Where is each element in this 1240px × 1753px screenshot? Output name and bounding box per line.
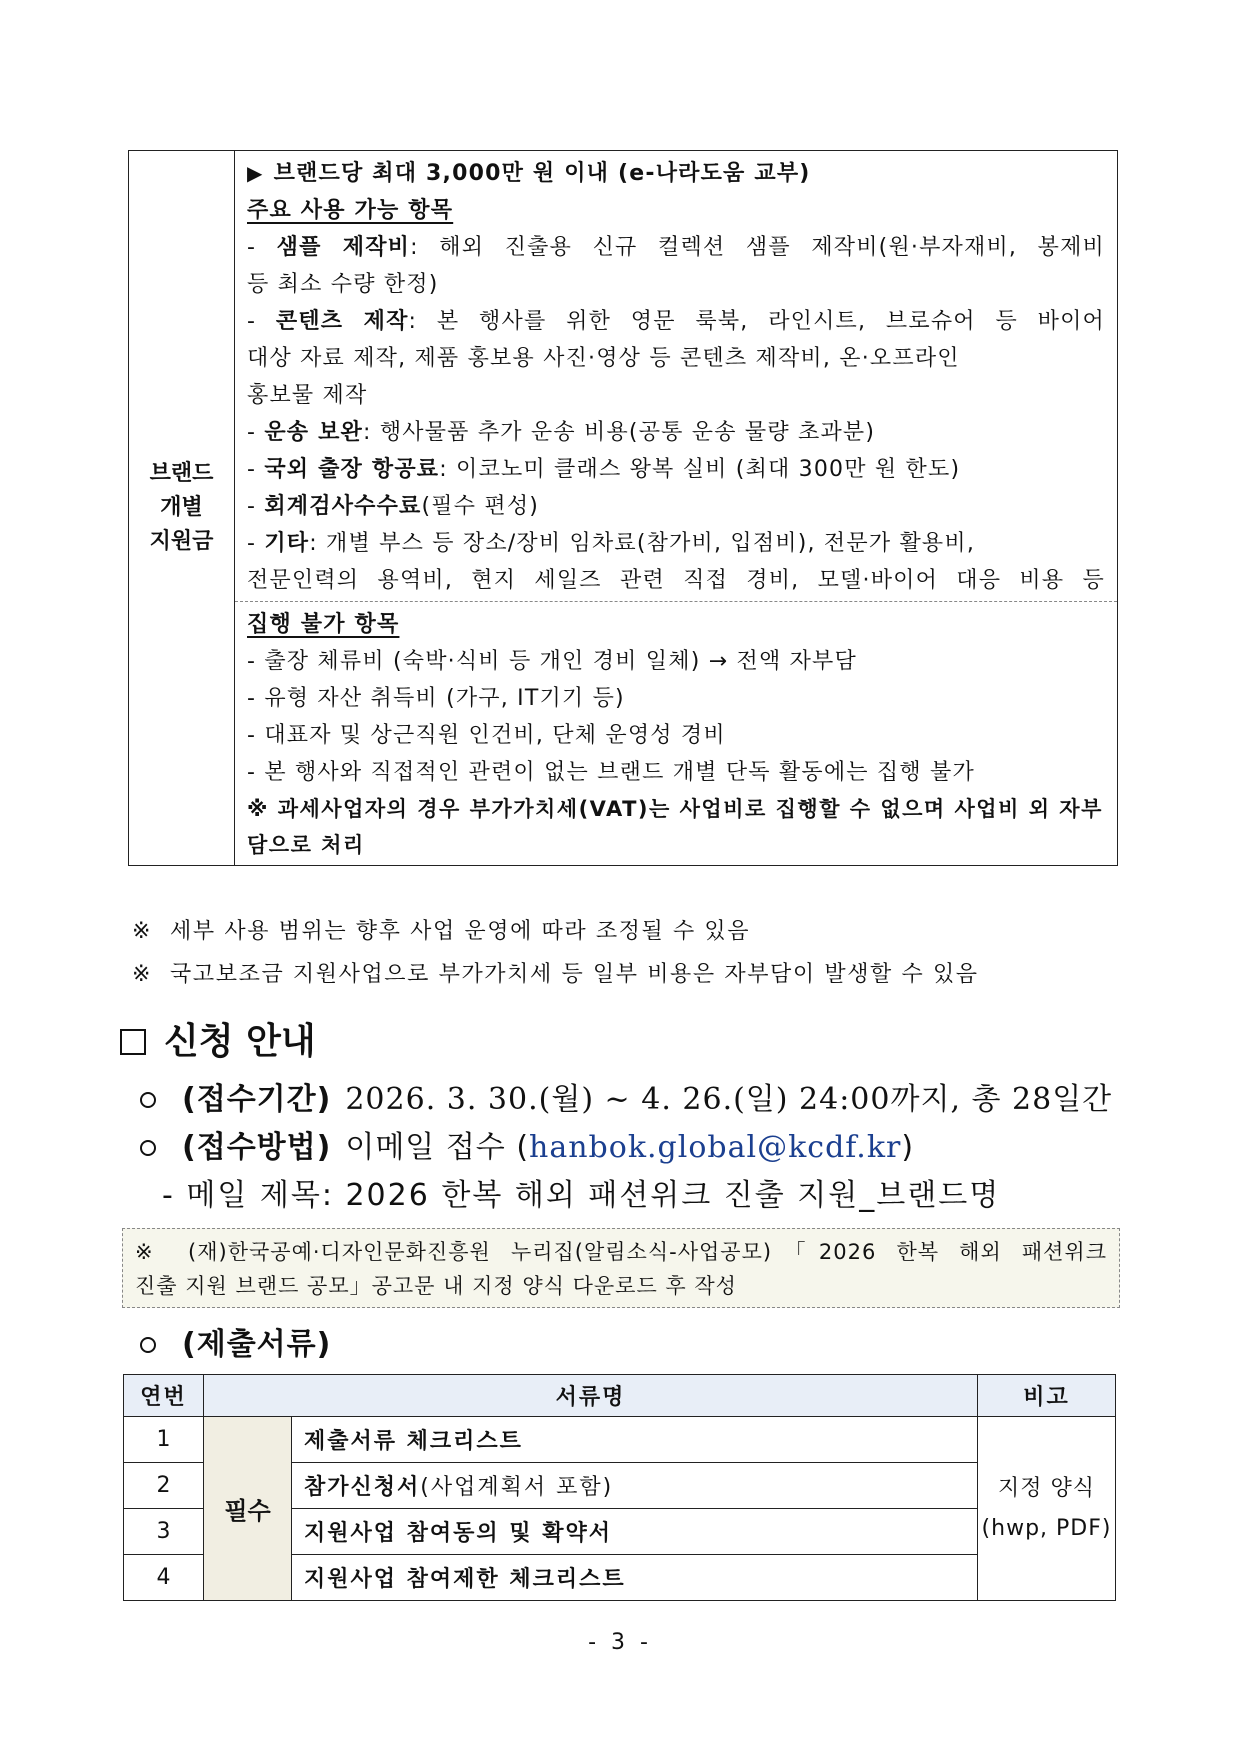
allowed-item-name: 운송 보완 [264, 420, 364, 445]
remark-line: (hwp, PDF) [981, 1515, 1112, 1541]
required-group: 필수 [204, 1417, 292, 1601]
disallowed-item: - 본 행사와 직접적인 관련이 없는 브랜드 개별 단독 활동에는 집행 불가 [247, 760, 975, 785]
allowed-item-name: 기타 [264, 531, 310, 556]
circle-bullet-icon [140, 1337, 156, 1353]
support-label-cell [129, 151, 235, 866]
doc-name: 지원사업 참여동의 및 확약서 [292, 1509, 978, 1555]
allowed-item-name: 콘텐츠 제작 [275, 309, 409, 334]
section-title [120, 1018, 316, 1066]
allowed-item: - 기타: 개별 부스 등 장소/장비 임차료(참가비, 입점비), 전문가 활용비, [247, 531, 976, 556]
docs-table [123, 1374, 1116, 1601]
circle-bullet-icon [140, 1092, 156, 1108]
remark-cell [978, 1417, 1116, 1601]
notice-box [122, 1228, 1120, 1308]
support-heading-text: 브랜드당 최대 3,000만 원 이내 (e-나라도움 교부) [273, 161, 811, 186]
reference-mark-icon: ※ [132, 919, 153, 944]
notice-line [135, 1235, 1107, 1269]
allowed-item-cont: 홍보물 제작 [247, 383, 368, 408]
row-number: 1 [124, 1417, 204, 1463]
mail-subject: - 메일 제목: 2026 한복 해외 패션위크 진출 지원_브랜드명 [162, 1178, 1001, 1213]
note-text: 세부 사용 범위는 향후 사업 운영에 따라 조정될 수 있음 [170, 919, 751, 944]
allowed-item: - 국외 출장 항공료: 이코노미 클래스 왕복 실비 (최대 300만 원 한도) [247, 457, 961, 482]
circle-bullet-icon [140, 1140, 156, 1156]
row-number: 2 [124, 1463, 204, 1509]
allowed-item-text: : 해외 진출용 신규 컬렉션 샘플 제작비(원·부자재비, 봉제비 [410, 235, 1105, 260]
method-label: (접수방법) [182, 1130, 332, 1165]
email-link[interactable]: hanbok.global@kcdf.kr [529, 1130, 902, 1165]
reference-mark-icon: ※ [132, 962, 153, 987]
support-label-line: 브랜드 [149, 461, 214, 486]
method-suffix: ) [901, 1130, 915, 1165]
allowed-item-cont: 등 최소 수량 한정) [247, 272, 439, 297]
disallowed-item: - 출장 체류비 (숙박·식비 등 개인 경비 일체) → 전액 자부담 [247, 649, 857, 674]
allowed-item-name: 국외 출장 항공료 [264, 457, 440, 482]
disallowed-item: - 유형 자산 취득비 (가구, IT기기 등) [247, 686, 625, 711]
header-no: 연번 [124, 1375, 204, 1417]
allowed-item-text: : 이코노미 클래스 왕복 실비 (최대 300만 원 한도) [439, 457, 961, 482]
allowed-title: 주요 사용 가능 항목 [247, 198, 454, 223]
section-title-text: 신청 안내 [164, 1021, 316, 1062]
docs-item [140, 1322, 345, 1368]
vat-note: ※ 과세사업자의 경우 부가가치세(VAT)는 사업비로 집행할 수 없으며 사업비 외 자부담으로 처리 [247, 797, 1103, 857]
allowed-item: - 회계검사수수료(필수 편성) [247, 494, 540, 519]
note-item [132, 910, 1122, 953]
allowed-item-text: : 개별 부스 등 장소/장비 임차료(참가비, 입점비), 전문가 활용비, [309, 531, 976, 556]
support-table [128, 150, 1118, 866]
period-value: 2026. 3. 30.(월) ~ 4. 26.(일) 24:00까지, 총 28일간 [345, 1082, 1113, 1117]
support-heading [247, 155, 1105, 192]
notice-text: (재)한국공예·디자인문화진흥원 누리집(알림소식-사업공모)「2026 한복 해외 패션위크 [188, 1240, 1107, 1264]
doc-name: 제출서류 체크리스트 [292, 1417, 978, 1463]
method-item [140, 1125, 914, 1171]
docs-label: (제출서류) [182, 1327, 332, 1362]
period-item [140, 1077, 1112, 1123]
page-number: - 3 - [588, 1630, 652, 1655]
allowed-item-cont: 전문인력의 용역비, 현지 세일즈 관련 직접 경비, 모델·바이어 대응 비용 등 [247, 568, 1105, 593]
method-prefix: 이메일 접수 ( [345, 1130, 530, 1165]
allowed-items-cell [235, 151, 1118, 602]
table-row [124, 1417, 1116, 1463]
checkbox-icon [120, 1029, 146, 1055]
row-number: 3 [124, 1509, 204, 1555]
note-item [132, 953, 1122, 996]
header-name: 서류명 [204, 1375, 978, 1417]
remark-line: 지정 양식 [998, 1475, 1096, 1501]
disallowed-title: 집행 불가 항목 [247, 612, 400, 637]
allowed-item-text: : 행사물품 추가 운송 비용(공통 운송 물량 초과분) [363, 420, 876, 445]
doc-name: 참가신청서(사업계획서 포함) [292, 1463, 978, 1509]
period-label: (접수기간) [182, 1082, 332, 1117]
header-remark: 비고 [978, 1375, 1116, 1417]
allowed-item: - 운송 보완: 행사물품 추가 운송 비용(공통 운송 물량 초과분) [247, 420, 876, 445]
allowed-item-text: : 본 행사를 위한 영문 룩북, 라인시트, 브로슈어 등 바이어 [408, 309, 1105, 334]
notice-line: 진출 지원 브랜드 공모」공고문 내 지정 양식 다운로드 후 작성 [135, 1274, 737, 1298]
allowed-item-cont: 대상 자료 제작, 제품 홍보용 사진·영상 등 콘텐츠 제작비, 온·오프라인 [247, 346, 960, 371]
allowed-item-name: 회계검사수수료 [264, 494, 422, 519]
allowed-item: - 콘텐츠 제작: 본 행사를 위한 영문 룩북, 라인시트, 브로슈어 등 바이어 [247, 309, 1105, 334]
row-number: 4 [124, 1555, 204, 1601]
disallowed-items-cell [235, 602, 1118, 866]
allowed-item-text: (필수 편성) [421, 494, 540, 519]
allowed-item: - 샘플 제작비: 해외 진출용 신규 컬렉션 샘플 제작비(원·부자재비, 봉제비 [247, 235, 1105, 260]
disallowed-item: - 대표자 및 상근직원 인건비, 단체 운영성 경비 [247, 723, 726, 748]
allowed-item-name: 샘플 제작비 [276, 235, 411, 260]
reference-mark-icon: ※ [135, 1240, 167, 1264]
notes [132, 910, 1122, 996]
doc-name: 지원사업 참여제한 체크리스트 [292, 1555, 978, 1601]
support-label-line: 개별 [160, 495, 203, 520]
docs-header-row [124, 1375, 1116, 1417]
note-text: 국고보조금 지원사업으로 부가가치세 등 일부 비용은 자부담이 발생할 수 있음 [170, 962, 979, 987]
support-label-line: 지원금 [149, 529, 214, 554]
triangle-icon: ▶ [247, 161, 264, 185]
